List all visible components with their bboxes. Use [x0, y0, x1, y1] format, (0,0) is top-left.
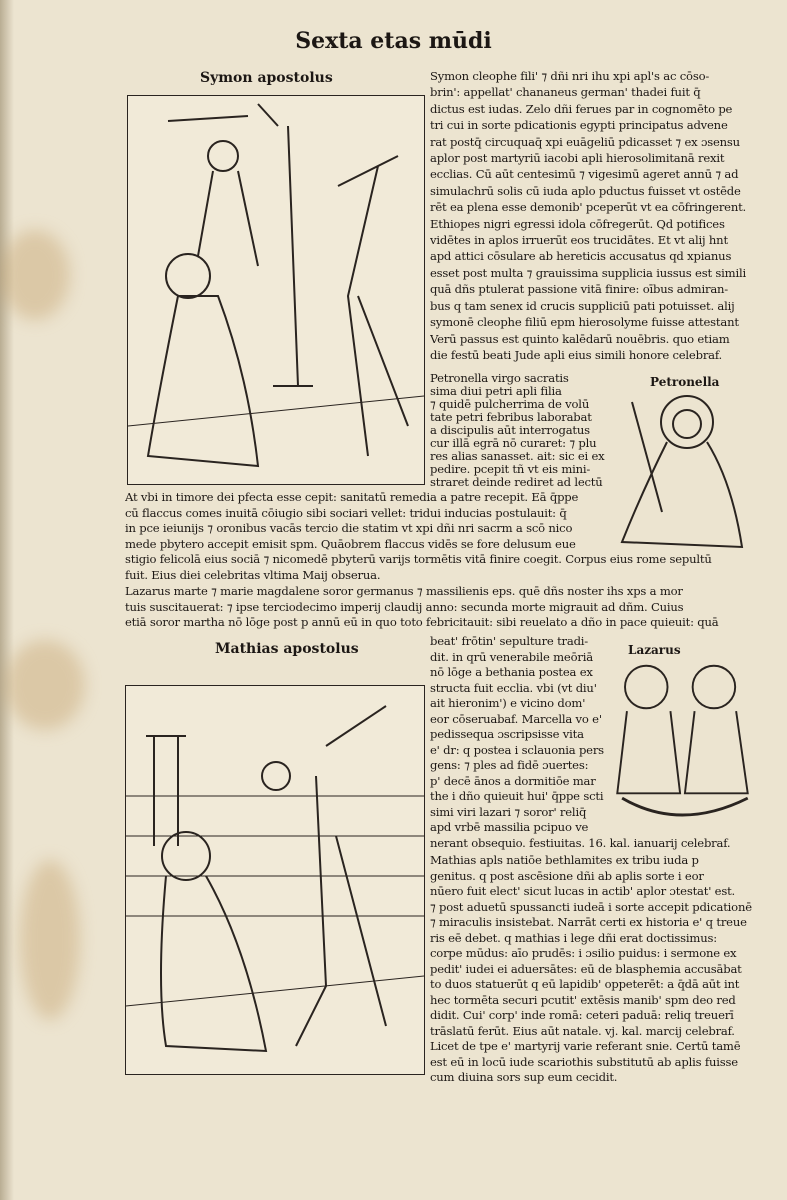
text-line: mede pbytero accepit emisit spm. Quāobrem flaccus vidēs se fore delusum eue — [125, 536, 576, 551]
lazarus-text — [125, 584, 775, 631]
text-line: die festū beati Jude apli eius simili honore celebraf. — [430, 347, 723, 362]
text-line: bus q tam senex id crucis suppliciū pati potuisset. alij — [430, 298, 735, 313]
text-line: quā dñs ptulerat passione vitā finire: oībus admiran- — [430, 282, 729, 297]
text-line: the i dño quieuit hui' q̄ppe scti — [430, 789, 604, 803]
text-line: ⁊ post aduetū spussancti iudeā i sorte accepit pdicationē — [430, 899, 752, 914]
text-line: tate petri febribus laborabat — [430, 411, 592, 424]
text-line: to duos statuerūt q eū lapidib' oppeterēt: a q̄dā aūt int — [430, 977, 740, 991]
text-line: simi viri lazari ⁊ soror' reliq̄ — [430, 804, 587, 819]
stain — [20, 860, 80, 1020]
text-line: pedissequa ɔscripsisse vita — [430, 727, 584, 741]
mathias-text-column — [430, 853, 775, 1086]
text-line: p' decē ānos a dormitiōe mar — [430, 773, 596, 788]
text-line: nūero fuit elect' sicut lucas in actib' aplor ɔtestat' est. — [430, 884, 736, 898]
stain — [0, 230, 70, 320]
text-line: Verū passus est quinto kalēdarū nouēbris. quo etiam — [430, 331, 730, 346]
text-line: straret deinde rediret ad lectū — [430, 476, 603, 489]
text-line: dictus est iudas. Zelo dñi ferues par in cognomēto pe — [430, 101, 733, 116]
petronella-text-column — [430, 372, 610, 489]
text-line: nerant obsequio. festiuitas. 16. kal. ianuarij celebraf. — [430, 835, 731, 850]
text-line: aplor post martyriū iacobi apli hierosolimitanā rexit — [430, 151, 725, 166]
text-line: eor cōseruabaf. Marcella vo e' — [430, 711, 602, 726]
text-line: tuis suscitauerat: ⁊ ipse terciodecimo imperij claudij anno: secunda morte migrauit ad dñm. Cuius — [125, 599, 684, 614]
text-line: nō lōge a bethania postea ex — [430, 665, 593, 679]
text-line: hec tormēta securi pcutit' extēsis manib' spm deo red — [430, 992, 736, 1007]
text-line: genitus. q post ascēsione dñi ab aplis sorte i eor — [430, 868, 704, 883]
text-line: pedire. pcepit tñ vt eis mini- — [430, 463, 591, 476]
text-line: symonē cleophe filiū epm hierosolyme fuisse attestant — [430, 315, 739, 330]
text-line: structa fuit ecclia. vbi (vt diu' — [430, 680, 597, 695]
text-line: dit. in qrū venerabile meōriā — [430, 649, 593, 664]
text-line: ecclias. Cū aūt centesimū ⁊ vigesimū ageret annū ⁊ ad — [430, 167, 739, 182]
text-line: didit. Cui' corp' inde romā: ceteri paduā: reliq treuerī — [430, 1008, 734, 1022]
woodcut-martyrdom-of-simon — [127, 95, 425, 485]
caption-petronella: Petronella — [650, 375, 720, 389]
text-line: Symon cleophe fili' ⁊ dñi nri ihu xpi apl's ac cōso- — [430, 69, 710, 83]
symon-text-column — [430, 68, 775, 363]
text-line: Licet de tpe e' martyrij varie referant snie. Certū tamē — [430, 1039, 741, 1053]
text-line: fuit. Eius diei celebritas vltima Maij obserua. — [125, 567, 381, 582]
stain — [5, 640, 85, 730]
text-line: cum diuina sors sup eum cecidit. — [430, 1070, 618, 1084]
text-line: ris eē debet. q mathias i lege dñi erat doctissimus: — [430, 930, 717, 945]
text-line: rēt ea plena esse demonib' pceperūt vt ea cōfringerent. — [430, 200, 747, 215]
text-line: ⁊ quidē pulcherrima de volū — [430, 398, 590, 411]
text-line: apd attici cōsulare ab hereticis accusatus qd xpianus — [430, 249, 732, 264]
caption-symon: Symon apostolus — [200, 70, 333, 86]
woodcut-lazarus-and-sisters — [610, 658, 755, 830]
text-line: cur illā egrā nō curaret: ⁊ plu — [430, 437, 597, 450]
text-line: At vbi in timore dei pfecta esse cepit: sanitatū remedia a patre recepit. Eā q̄ppe — [125, 490, 579, 504]
caption-mathias: Mathias apostolus — [215, 641, 359, 657]
woodcut-martyrdom-of-matthias — [125, 685, 425, 1075]
text-line: vidētes in aplos irruerūt eos trucidātes. Et vt alij hnt — [430, 233, 728, 248]
text-line: trāslatū ferūt. Eius aūt natale. vj. kal. marcij celebraf. — [430, 1023, 735, 1038]
text-line: a discipulis aūt interrogatus — [430, 424, 590, 437]
text-line: tri cui in sorte pdicationis egypti principatus advene — [430, 118, 728, 133]
text-line: apd vrbē massilia pcipuo ve — [430, 820, 589, 834]
text-line: brin': appellat' chananeus german' thadei fuit q̄ — [430, 85, 701, 100]
text-line: pedit' iudei ei aduersātes: eū de blasphemia accusābat — [430, 961, 742, 976]
text-line: Lazarus marte ⁊ marie magdalene soror germanus ⁊ massilienis eps. quē dñs noster ihs xps a mor — [125, 584, 683, 598]
petronella-continued-text — [125, 490, 775, 583]
text-line: Petronella virgo sacratis — [430, 372, 569, 385]
text-line: sima diui petri apli filia — [430, 385, 562, 398]
text-line: est eū in locū iude scariothis substitutū ab aplis fuisse — [430, 1054, 738, 1069]
text-line: res alias sanasset. ait: sic ei ex — [430, 450, 605, 463]
text-line: corpe mūdus: aīo prudēs: i ɔsilio puidus: i sermone ex — [430, 946, 737, 960]
text-line: rat postq̄ circuquaq̄ xpi euāgeliū pdicasset ⁊ ex ɔsensu — [430, 134, 740, 149]
text-line: beat' frōtin' sepulture tradi- — [430, 634, 589, 648]
text-line: Ethiopes nigri egressi idola cōfregerūt. Qd potifices — [430, 216, 725, 231]
text-line: simulachrū solis cū iuda aplo pductus fuisset vt ostēde — [430, 183, 741, 198]
text-line: cū flaccus comes inuitā cōiugio sibi sociari vellet: tridui inducias postulauit: q̄ — [125, 505, 567, 520]
text-line: Mathias apls natiōe bethlamites ex tribu iuda p — [430, 853, 699, 867]
text-line: gens: ⁊ ples ad fidē ɔuertes: — [430, 758, 589, 772]
page-title: Sexta etas mūdi — [295, 28, 492, 54]
page-gutter-shadow — [0, 0, 14, 1200]
caption-lazarus: Lazarus — [628, 643, 681, 657]
text-line: etiā soror martha nō lōge post p annū eū in quo toto febricitauit: sibi reuelato a dño in pace quieuit: quā — [125, 615, 719, 629]
text-line: ait hieronim') e vicino dom' — [430, 696, 586, 710]
text-line: stigio felicolā eius sociā ⁊ nicomedē pbyterū varijs tormētis vitā finire coegit. Corpus eius rome sepultū — [125, 552, 712, 566]
text-line: e' dr: q postea i sclauonia pers — [430, 742, 604, 757]
text-line: esset post multa ⁊ grauissima supplicia iussus est simili — [430, 265, 746, 280]
text-line: in pce ieiunijs ⁊ oronibus vacās tercio die statim vt xpi dñi nri sacrm a scō nico — [125, 521, 573, 535]
text-line: ⁊ miraculis insistebat. Narrāt certi ex historia e' q treue — [430, 915, 747, 929]
